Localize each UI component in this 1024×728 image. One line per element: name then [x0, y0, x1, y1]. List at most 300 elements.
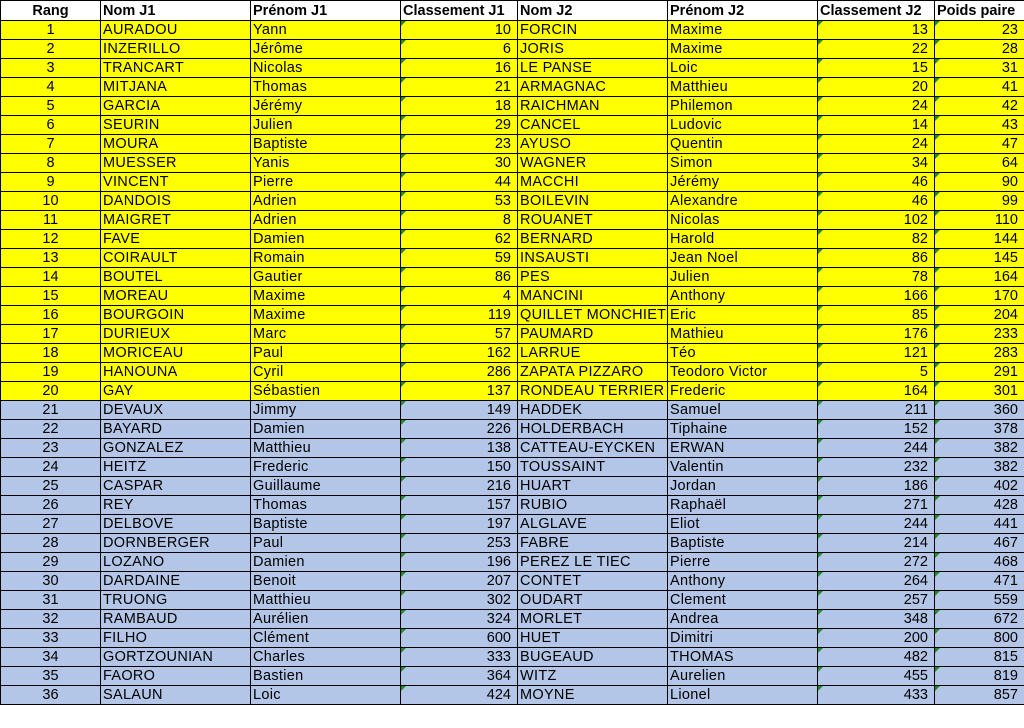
cell-nom-j1[interactable]: COIRAULT — [101, 249, 251, 268]
cell-prenom-j2[interactable]: Andrea — [668, 610, 818, 629]
cell-rang[interactable]: 29 — [1, 553, 101, 572]
cell-rang[interactable]: 34 — [1, 648, 101, 667]
cell-prenom-j1[interactable]: Thomas — [251, 496, 401, 515]
cell-rang[interactable]: 35 — [1, 667, 101, 686]
cell-nom-j2[interactable]: OUDART — [518, 591, 668, 610]
header-classement-j1[interactable]: Classement J1 — [401, 1, 518, 21]
table-row — [1, 667, 1024, 686]
cell-classement-j2[interactable]: 20 — [818, 78, 935, 97]
cell-classement-j2[interactable]: 46 — [818, 192, 935, 211]
cell-prenom-j2[interactable]: Philemon — [668, 97, 818, 116]
cell-nom-j2[interactable]: WAGNER — [518, 154, 668, 173]
cell-poids-paire[interactable]: 378 — [935, 420, 1024, 439]
cell-nom-j2[interactable]: RONDEAU TERRIER — [518, 382, 668, 401]
header-nom-j2[interactable]: Nom J2 — [518, 1, 668, 21]
cell-nom-j1[interactable]: DELBOVE — [101, 515, 251, 534]
cell-classement-j2[interactable]: 244 — [818, 515, 935, 534]
cell-classement-j1[interactable]: 157 — [401, 496, 518, 515]
cell-nom-j2[interactable]: ROUANET — [518, 211, 668, 230]
cell-classement-j2[interactable]: 348 — [818, 610, 935, 629]
cell-nom-j2[interactable]: AYUSO — [518, 135, 668, 154]
cell-classement-j2[interactable]: 22 — [818, 40, 935, 59]
cell-nom-j1[interactable]: HEITZ — [101, 458, 251, 477]
cell-classement-j2[interactable]: 176 — [818, 325, 935, 344]
cell-nom-j2[interactable]: HUET — [518, 629, 668, 648]
cell-rang[interactable]: 2 — [1, 40, 101, 59]
cell-poids-paire[interactable]: 90 — [935, 173, 1024, 192]
table-row — [1, 268, 1024, 287]
cell-prenom-j1[interactable]: Matthieu — [251, 591, 401, 610]
header-poids-paire[interactable]: Poids paire — [935, 1, 1024, 21]
cell-classement-j2[interactable]: 34 — [818, 154, 935, 173]
cell-nom-j2[interactable]: PAUMARD — [518, 325, 668, 344]
cell-nom-j1[interactable]: AURADOU — [101, 21, 251, 40]
cell-rang[interactable]: 14 — [1, 268, 101, 287]
cell-prenom-j2[interactable]: Baptiste — [668, 534, 818, 553]
cell-prenom-j1[interactable]: Jimmy — [251, 401, 401, 420]
cell-classement-j2[interactable]: 152 — [818, 420, 935, 439]
cell-rang[interactable]: 30 — [1, 572, 101, 591]
cell-nom-j2[interactable]: MORLET — [518, 610, 668, 629]
cell-classement-j2[interactable]: 232 — [818, 458, 935, 477]
cell-prenom-j1[interactable]: Baptiste — [251, 515, 401, 534]
cell-poids-paire[interactable]: 64 — [935, 154, 1024, 173]
cell-rang[interactable]: 1 — [1, 21, 101, 40]
cell-rang[interactable]: 12 — [1, 230, 101, 249]
cell-classement-j2[interactable]: 455 — [818, 667, 935, 686]
cell-nom-j1[interactable]: MORICEAU — [101, 344, 251, 363]
cell-nom-j2[interactable]: LARRUE — [518, 344, 668, 363]
cell-classement-j1[interactable]: 30 — [401, 154, 518, 173]
cell-poids-paire[interactable]: 204 — [935, 306, 1024, 325]
cell-rang[interactable]: 8 — [1, 154, 101, 173]
cell-prenom-j2[interactable]: Jean Noel — [668, 249, 818, 268]
cell-classement-j2[interactable]: 15 — [818, 59, 935, 78]
header-prenom-j1[interactable]: Prénom J1 — [251, 1, 401, 21]
cell-classement-j2[interactable]: 14 — [818, 116, 935, 135]
cell-nom-j2[interactable]: MANCINI — [518, 287, 668, 306]
cell-prenom-j2[interactable]: Matthieu — [668, 78, 818, 97]
cell-classement-j2[interactable]: 271 — [818, 496, 935, 515]
header-nom-j1[interactable]: Nom J1 — [101, 1, 251, 21]
cell-prenom-j1[interactable]: Baptiste — [251, 135, 401, 154]
table-row — [1, 496, 1024, 515]
cell-prenom-j1[interactable]: Benoit — [251, 572, 401, 591]
cell-nom-j2[interactable]: BUGEAUD — [518, 648, 668, 667]
cell-classement-j1[interactable]: 137 — [401, 382, 518, 401]
cell-poids-paire[interactable]: 819 — [935, 667, 1024, 686]
cell-prenom-j2[interactable]: Valentin — [668, 458, 818, 477]
cell-classement-j2[interactable]: 214 — [818, 534, 935, 553]
cell-rang[interactable]: 27 — [1, 515, 101, 534]
cell-classement-j1[interactable]: 138 — [401, 439, 518, 458]
cell-classement-j1[interactable]: 23 — [401, 135, 518, 154]
header-rang[interactable]: Rang — [1, 1, 101, 21]
cell-classement-j1[interactable]: 16 — [401, 59, 518, 78]
cell-classement-j1[interactable]: 333 — [401, 648, 518, 667]
cell-rang[interactable]: 10 — [1, 192, 101, 211]
cell-classement-j2[interactable]: 24 — [818, 97, 935, 116]
cell-classement-j2[interactable]: 272 — [818, 553, 935, 572]
cell-prenom-j1[interactable]: Nicolas — [251, 59, 401, 78]
cell-prenom-j2[interactable]: Tiphaine — [668, 420, 818, 439]
cell-prenom-j2[interactable]: Eric — [668, 306, 818, 325]
header-classement-j2[interactable]: Classement J2 — [818, 1, 935, 21]
cell-prenom-j1[interactable]: Damien — [251, 230, 401, 249]
cell-prenom-j1[interactable]: Yanis — [251, 154, 401, 173]
cell-prenom-j1[interactable]: Damien — [251, 420, 401, 439]
cell-classement-j1[interactable]: 226 — [401, 420, 518, 439]
cell-prenom-j1[interactable]: Bastien — [251, 667, 401, 686]
cell-prenom-j1[interactable]: Loic — [251, 686, 401, 705]
cell-prenom-j1[interactable]: Marc — [251, 325, 401, 344]
cell-nom-j1[interactable]: MAIGRET — [101, 211, 251, 230]
cell-classement-j1[interactable]: 150 — [401, 458, 518, 477]
cell-rang[interactable]: 16 — [1, 306, 101, 325]
cell-nom-j2[interactable]: RUBIO — [518, 496, 668, 515]
cell-nom-j2[interactable]: ARMAGNAC — [518, 78, 668, 97]
cell-prenom-j2[interactable]: Nicolas — [668, 211, 818, 230]
cell-prenom-j2[interactable]: Simon — [668, 154, 818, 173]
cell-prenom-j1[interactable]: Charles — [251, 648, 401, 667]
cell-prenom-j1[interactable]: Gautier — [251, 268, 401, 287]
cell-rang[interactable]: 20 — [1, 382, 101, 401]
cell-rang[interactable]: 33 — [1, 629, 101, 648]
cell-rang[interactable]: 23 — [1, 439, 101, 458]
cell-classement-j1[interactable]: 62 — [401, 230, 518, 249]
cell-poids-paire[interactable]: 23 — [935, 21, 1024, 40]
cell-nom-j2[interactable]: TOUSSAINT — [518, 458, 668, 477]
cell-nom-j1[interactable]: TRUONG — [101, 591, 251, 610]
cell-rang[interactable]: 22 — [1, 420, 101, 439]
cell-nom-j2[interactable]: CONTET — [518, 572, 668, 591]
cell-nom-j2[interactable]: JORIS — [518, 40, 668, 59]
cell-nom-j1[interactable]: REY — [101, 496, 251, 515]
cell-nom-j1[interactable]: BAYARD — [101, 420, 251, 439]
cell-prenom-j2[interactable]: Quentin — [668, 135, 818, 154]
cell-poids-paire[interactable]: 283 — [935, 344, 1024, 363]
cell-nom-j2[interactable]: BERNARD — [518, 230, 668, 249]
cell-classement-j1[interactable]: 324 — [401, 610, 518, 629]
cell-poids-paire[interactable]: 360 — [935, 401, 1024, 420]
cell-poids-paire[interactable]: 47 — [935, 135, 1024, 154]
cell-classement-j1[interactable]: 600 — [401, 629, 518, 648]
cell-nom-j2[interactable]: CATTEAU-EYCKEN — [518, 439, 668, 458]
cell-prenom-j1[interactable]: Maxime — [251, 306, 401, 325]
cell-nom-j1[interactable]: LOZANO — [101, 553, 251, 572]
cell-classement-j1[interactable]: 44 — [401, 173, 518, 192]
cell-nom-j1[interactable]: SEURIN — [101, 116, 251, 135]
cell-nom-j2[interactable]: HUART — [518, 477, 668, 496]
cell-prenom-j2[interactable]: Alexandre — [668, 192, 818, 211]
cell-rang[interactable]: 24 — [1, 458, 101, 477]
cell-prenom-j1[interactable]: Julien — [251, 116, 401, 135]
cell-classement-j1[interactable]: 286 — [401, 363, 518, 382]
cell-rang[interactable]: 32 — [1, 610, 101, 629]
cell-poids-paire[interactable]: 815 — [935, 648, 1024, 667]
cell-poids-paire[interactable]: 441 — [935, 515, 1024, 534]
cell-nom-j2[interactable]: CANCEL — [518, 116, 668, 135]
cell-classement-j1[interactable]: 253 — [401, 534, 518, 553]
cell-poids-paire[interactable]: 402 — [935, 477, 1024, 496]
cell-prenom-j1[interactable]: Matthieu — [251, 439, 401, 458]
cell-prenom-j1[interactable]: Paul — [251, 344, 401, 363]
cell-classement-j2[interactable]: 82 — [818, 230, 935, 249]
cell-rang[interactable]: 28 — [1, 534, 101, 553]
cell-classement-j1[interactable]: 86 — [401, 268, 518, 287]
cell-classement-j2[interactable]: 85 — [818, 306, 935, 325]
cell-nom-j1[interactable]: GAY — [101, 382, 251, 401]
cell-prenom-j1[interactable]: Aurélien — [251, 610, 401, 629]
cell-prenom-j1[interactable]: Pierre — [251, 173, 401, 192]
cell-prenom-j1[interactable]: Maxime — [251, 287, 401, 306]
cell-poids-paire[interactable]: 41 — [935, 78, 1024, 97]
cell-nom-j2[interactable]: WITZ — [518, 667, 668, 686]
cell-classement-j2[interactable]: 86 — [818, 249, 935, 268]
cell-poids-paire[interactable]: 382 — [935, 458, 1024, 477]
cell-poids-paire[interactable]: 471 — [935, 572, 1024, 591]
cell-classement-j2[interactable]: 102 — [818, 211, 935, 230]
cell-prenom-j2[interactable]: Anthony — [668, 572, 818, 591]
cell-classement-j1[interactable]: 8 — [401, 211, 518, 230]
cell-poids-paire[interactable]: 170 — [935, 287, 1024, 306]
cell-classement-j2[interactable]: 211 — [818, 401, 935, 420]
cell-classement-j1[interactable]: 21 — [401, 78, 518, 97]
cell-rang[interactable]: 5 — [1, 97, 101, 116]
cell-poids-paire[interactable]: 559 — [935, 591, 1024, 610]
cell-classement-j1[interactable]: 18 — [401, 97, 518, 116]
cell-nom-j2[interactable]: MOYNE — [518, 686, 668, 705]
cell-prenom-j2[interactable]: Aurelien — [668, 667, 818, 686]
cell-nom-j1[interactable]: INZERILLO — [101, 40, 251, 59]
cell-rang[interactable]: 13 — [1, 249, 101, 268]
cell-classement-j1[interactable]: 53 — [401, 192, 518, 211]
cell-classement-j1[interactable]: 207 — [401, 572, 518, 591]
cell-poids-paire[interactable]: 291 — [935, 363, 1024, 382]
cell-prenom-j2[interactable]: Jérémy — [668, 173, 818, 192]
cell-nom-j1[interactable]: HANOUNA — [101, 363, 251, 382]
cell-classement-j2[interactable]: 78 — [818, 268, 935, 287]
cell-prenom-j2[interactable]: Teodoro Victor — [668, 363, 818, 382]
cell-prenom-j2[interactable]: Maxime — [668, 21, 818, 40]
cell-classement-j2[interactable]: 200 — [818, 629, 935, 648]
cell-rang[interactable]: 31 — [1, 591, 101, 610]
cell-prenom-j2[interactable]: Maxime — [668, 40, 818, 59]
cell-nom-j1[interactable]: MOREAU — [101, 287, 251, 306]
cell-nom-j1[interactable]: GARCIA — [101, 97, 251, 116]
cell-classement-j1[interactable]: 10 — [401, 21, 518, 40]
cell-classement-j2[interactable]: 13 — [818, 21, 935, 40]
cell-prenom-j2[interactable]: Eliot — [668, 515, 818, 534]
cell-prenom-j2[interactable]: Dimitri — [668, 629, 818, 648]
cell-nom-j1[interactable]: RAMBAUD — [101, 610, 251, 629]
cell-prenom-j1[interactable]: Jérôme — [251, 40, 401, 59]
cell-rang[interactable]: 25 — [1, 477, 101, 496]
cell-poids-paire[interactable]: 43 — [935, 116, 1024, 135]
cell-prenom-j2[interactable]: Mathieu — [668, 325, 818, 344]
cell-poids-paire[interactable]: 800 — [935, 629, 1024, 648]
cell-rang[interactable]: 7 — [1, 135, 101, 154]
cell-nom-j2[interactable]: PES — [518, 268, 668, 287]
cell-rang[interactable]: 26 — [1, 496, 101, 515]
cell-prenom-j1[interactable]: Damien — [251, 553, 401, 572]
cell-prenom-j1[interactable]: Romain — [251, 249, 401, 268]
cell-prenom-j2[interactable]: Julien — [668, 268, 818, 287]
cell-nom-j2[interactable]: FABRE — [518, 534, 668, 553]
cell-classement-j1[interactable]: 197 — [401, 515, 518, 534]
cell-nom-j1[interactable]: TRANCART — [101, 59, 251, 78]
cell-poids-paire[interactable]: 428 — [935, 496, 1024, 515]
cell-prenom-j1[interactable]: Frederic — [251, 458, 401, 477]
cell-nom-j2[interactable]: BOILEVIN — [518, 192, 668, 211]
cell-prenom-j1[interactable]: Paul — [251, 534, 401, 553]
cell-nom-j2[interactable]: ALGLAVE — [518, 515, 668, 534]
cell-nom-j2[interactable]: QUILLET MONCHIET — [518, 306, 668, 325]
cell-classement-j1[interactable]: 119 — [401, 306, 518, 325]
cell-nom-j1[interactable]: FAVE — [101, 230, 251, 249]
cell-prenom-j2[interactable]: ERWAN — [668, 439, 818, 458]
cell-rang[interactable]: 6 — [1, 116, 101, 135]
cell-prenom-j1[interactable]: Clément — [251, 629, 401, 648]
cell-rang[interactable]: 19 — [1, 363, 101, 382]
cell-prenom-j2[interactable]: Raphaël — [668, 496, 818, 515]
cell-nom-j1[interactable]: SALAUN — [101, 686, 251, 705]
cell-rang[interactable]: 36 — [1, 686, 101, 705]
cell-nom-j1[interactable]: BOUTEL — [101, 268, 251, 287]
cell-poids-paire[interactable]: 468 — [935, 553, 1024, 572]
cell-rang[interactable]: 17 — [1, 325, 101, 344]
cell-classement-j2[interactable]: 24 — [818, 135, 935, 154]
cell-rang[interactable]: 15 — [1, 287, 101, 306]
cell-rang[interactable]: 11 — [1, 211, 101, 230]
cell-poids-paire[interactable]: 42 — [935, 97, 1024, 116]
cell-classement-j1[interactable]: 4 — [401, 287, 518, 306]
cell-nom-j2[interactable]: HADDEK — [518, 401, 668, 420]
cell-prenom-j1[interactable]: Sébastien — [251, 382, 401, 401]
cell-classement-j2[interactable]: 257 — [818, 591, 935, 610]
table-row — [1, 477, 1024, 496]
cell-classement-j1[interactable]: 29 — [401, 116, 518, 135]
cell-classement-j1[interactable]: 364 — [401, 667, 518, 686]
header-prenom-j2[interactable]: Prénom J2 — [668, 1, 818, 21]
cell-classement-j2[interactable]: 244 — [818, 439, 935, 458]
cell-prenom-j2[interactable]: Anthony — [668, 287, 818, 306]
cell-classement-j2[interactable]: 166 — [818, 287, 935, 306]
cell-nom-j1[interactable]: BOURGOIN — [101, 306, 251, 325]
cell-prenom-j1[interactable]: Adrien — [251, 211, 401, 230]
cell-poids-paire[interactable]: 382 — [935, 439, 1024, 458]
cell-classement-j1[interactable]: 302 — [401, 591, 518, 610]
cell-classement-j2[interactable]: 186 — [818, 477, 935, 496]
cell-nom-j1[interactable]: GONZALEZ — [101, 439, 251, 458]
cell-nom-j1[interactable]: DEVAUX — [101, 401, 251, 420]
cell-prenom-j1[interactable]: Jérémy — [251, 97, 401, 116]
cell-nom-j1[interactable]: VINCENT — [101, 173, 251, 192]
cell-classement-j2[interactable]: 482 — [818, 648, 935, 667]
cell-prenom-j1[interactable]: Thomas — [251, 78, 401, 97]
cell-nom-j2[interactable]: MACCHI — [518, 173, 668, 192]
cell-classement-j2[interactable]: 433 — [818, 686, 935, 705]
cell-nom-j1[interactable]: DARDAINE — [101, 572, 251, 591]
cell-poids-paire[interactable]: 164 — [935, 268, 1024, 287]
cell-rang[interactable]: 21 — [1, 401, 101, 420]
cell-poids-paire[interactable]: 110 — [935, 211, 1024, 230]
cell-prenom-j2[interactable]: Lionel — [668, 686, 818, 705]
cell-prenom-j2[interactable]: Ludovic — [668, 116, 818, 135]
cell-classement-j1[interactable]: 59 — [401, 249, 518, 268]
cell-classement-j1[interactable]: 424 — [401, 686, 518, 705]
cell-rang[interactable]: 9 — [1, 173, 101, 192]
cell-prenom-j2[interactable]: Pierre — [668, 553, 818, 572]
cell-classement-j1[interactable]: 57 — [401, 325, 518, 344]
cell-rang[interactable]: 18 — [1, 344, 101, 363]
cell-prenom-j2[interactable]: Loic — [668, 59, 818, 78]
cell-nom-j2[interactable]: HOLDERBACH — [518, 420, 668, 439]
cell-prenom-j2[interactable]: THOMAS — [668, 648, 818, 667]
cell-nom-j1[interactable]: DANDOIS — [101, 192, 251, 211]
cell-classement-j1[interactable]: 149 — [401, 401, 518, 420]
cell-poids-paire[interactable]: 301 — [935, 382, 1024, 401]
cell-nom-j2[interactable]: PEREZ LE TIEC — [518, 553, 668, 572]
cell-poids-paire[interactable]: 31 — [935, 59, 1024, 78]
cell-prenom-j1[interactable]: Guillaume — [251, 477, 401, 496]
cell-prenom-j1[interactable]: Adrien — [251, 192, 401, 211]
cell-prenom-j2[interactable]: Jordan — [668, 477, 818, 496]
cell-nom-j1[interactable]: MOURA — [101, 135, 251, 154]
cell-classement-j2[interactable]: 46 — [818, 173, 935, 192]
cell-nom-j2[interactable]: INSAUSTI — [518, 249, 668, 268]
cell-poids-paire[interactable]: 144 — [935, 230, 1024, 249]
cell-poids-paire[interactable]: 99 — [935, 192, 1024, 211]
cell-nom-j1[interactable]: DORNBERGER — [101, 534, 251, 553]
cell-nom-j1[interactable]: FILHO — [101, 629, 251, 648]
cell-prenom-j2[interactable]: Frederic — [668, 382, 818, 401]
cell-poids-paire[interactable]: 145 — [935, 249, 1024, 268]
cell-poids-paire[interactable]: 28 — [935, 40, 1024, 59]
cell-nom-j1[interactable]: MITJANA — [101, 78, 251, 97]
cell-prenom-j2[interactable]: Samuel — [668, 401, 818, 420]
cell-nom-j2[interactable]: ZAPATA PIZZARO — [518, 363, 668, 382]
cell-nom-j1[interactable]: FAORO — [101, 667, 251, 686]
cell-classement-j1[interactable]: 6 — [401, 40, 518, 59]
cell-prenom-j2[interactable]: Téo — [668, 344, 818, 363]
cell-poids-paire[interactable]: 857 — [935, 686, 1024, 705]
cell-poids-paire[interactable]: 672 — [935, 610, 1024, 629]
cell-nom-j2[interactable]: LE PANSE — [518, 59, 668, 78]
cell-nom-j1[interactable]: DURIEUX — [101, 325, 251, 344]
cell-classement-j2[interactable]: 121 — [818, 344, 935, 363]
cell-classement-j1[interactable]: 196 — [401, 553, 518, 572]
cell-prenom-j1[interactable]: Yann — [251, 21, 401, 40]
cell-classement-j1[interactable]: 216 — [401, 477, 518, 496]
cell-poids-paire[interactable]: 233 — [935, 325, 1024, 344]
cell-nom-j2[interactable]: RAICHMAN — [518, 97, 668, 116]
cell-prenom-j1[interactable]: Cyril — [251, 363, 401, 382]
cell-poids-paire[interactable]: 467 — [935, 534, 1024, 553]
cell-nom-j1[interactable]: CASPAR — [101, 477, 251, 496]
cell-nom-j2[interactable]: FORCIN — [518, 21, 668, 40]
cell-prenom-j2[interactable]: Clement — [668, 591, 818, 610]
cell-rang[interactable]: 3 — [1, 59, 101, 78]
cell-classement-j2[interactable]: 264 — [818, 572, 935, 591]
cell-nom-j1[interactable]: MUESSER — [101, 154, 251, 173]
cell-classement-j1[interactable]: 162 — [401, 344, 518, 363]
cell-rang[interactable]: 4 — [1, 78, 101, 97]
cell-prenom-j2[interactable]: Harold — [668, 230, 818, 249]
cell-classement-j2[interactable]: 164 — [818, 382, 935, 401]
cell-nom-j1[interactable]: GORTZOUNIAN — [101, 648, 251, 667]
cell-classement-j2[interactable]: 5 — [818, 363, 935, 382]
